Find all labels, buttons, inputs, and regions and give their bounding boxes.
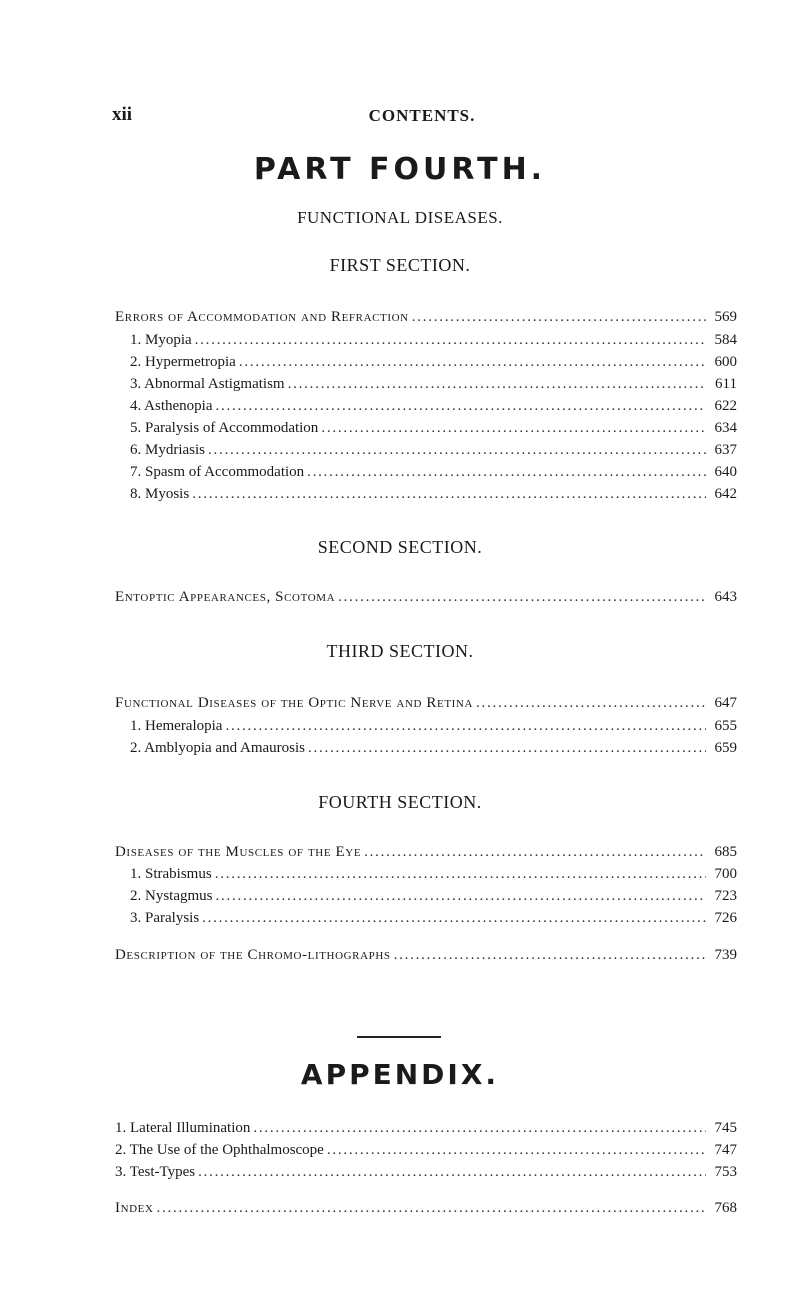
toc-entry-page: 611 xyxy=(715,376,737,392)
leader-dots xyxy=(476,693,706,713)
toc-entry-page: 643 xyxy=(714,589,737,605)
toc-entry xyxy=(130,330,737,350)
toc-entry xyxy=(130,462,737,482)
leader-dots xyxy=(394,945,706,965)
toc-entry-label: Index xyxy=(115,1200,154,1216)
toc-entry-page: 637 xyxy=(714,442,737,458)
leader-dots xyxy=(321,418,706,438)
toc-entry-label: Diseases of the Muscles of the Eye xyxy=(115,844,362,860)
toc-entry-label: 3. Test-Types xyxy=(115,1164,196,1180)
toc-entry xyxy=(115,1118,737,1138)
toc-entry-page: 723 xyxy=(714,888,737,904)
toc-entry xyxy=(115,1198,737,1218)
leader-dots xyxy=(308,738,706,758)
leader-dots xyxy=(412,307,706,327)
leader-dots xyxy=(253,1118,706,1138)
leader-dots xyxy=(327,1140,706,1160)
toc-entry xyxy=(130,908,737,928)
toc-entry-page: 584 xyxy=(714,332,737,348)
toc-entry xyxy=(115,1162,737,1182)
toc-entry-page: 685 xyxy=(714,844,737,860)
appendix-title: APPENDIX. xyxy=(300,1058,500,1091)
toc-entry-label: 2. Hypermetropia xyxy=(130,354,236,370)
part-title: PART FOURTH. xyxy=(253,152,547,187)
toc-entry-label: 8. Myosis xyxy=(130,486,190,502)
part-subtitle: FUNCTIONAL DISEASES. xyxy=(297,208,503,227)
toc-entry xyxy=(115,693,737,713)
toc-entry-label: 7. Spasm of Accommodation xyxy=(130,464,305,480)
toc-entry-page: 753 xyxy=(714,1164,737,1180)
toc-entry xyxy=(115,587,737,607)
toc-entry xyxy=(130,374,737,394)
toc-entry-page: 745 xyxy=(714,1120,737,1136)
leader-dots xyxy=(338,587,706,607)
toc-entry xyxy=(130,440,737,460)
leader-dots xyxy=(202,908,706,928)
toc-entry-page: 700 xyxy=(714,866,737,882)
leader-dots xyxy=(288,374,706,394)
toc-entry-label: 4. Asthenopia xyxy=(130,398,213,414)
toc-entry xyxy=(130,864,737,884)
running-head xyxy=(112,104,732,130)
toc-entry-page: 747 xyxy=(714,1142,737,1158)
toc-entry-page: 768 xyxy=(714,1200,737,1216)
leader-dots xyxy=(225,716,706,736)
leader-dots xyxy=(216,396,707,416)
leader-dots xyxy=(216,886,707,906)
toc-entry xyxy=(130,352,737,372)
running-head-title: CONTENTS. xyxy=(368,106,476,125)
section-title-second: SECOND SECTION. xyxy=(317,537,483,557)
section-title-first: FIRST SECTION. xyxy=(329,255,471,275)
toc-entry-page: 655 xyxy=(714,718,737,734)
toc-entry-label: 1. Lateral Illumination xyxy=(115,1120,251,1136)
leader-dots xyxy=(215,864,706,884)
toc-entry-label: 3. Paralysis xyxy=(130,910,200,926)
leader-dots xyxy=(364,842,706,862)
toc-entry-page: 642 xyxy=(714,486,737,502)
toc-entry-label: 1. Myopia xyxy=(130,332,192,348)
toc-entry xyxy=(130,716,737,736)
toc-entry xyxy=(130,886,737,906)
toc-entry-page: 634 xyxy=(714,420,737,436)
toc-entry-page: 739 xyxy=(714,947,737,963)
toc-entry-page: 659 xyxy=(714,740,737,756)
leader-dots xyxy=(208,440,706,460)
toc-entry xyxy=(130,738,737,758)
toc-entry-label: Description of the Chromo-lithographs xyxy=(115,947,391,963)
toc-entry-label: 3. Abnormal Astigmatism xyxy=(130,376,285,392)
leader-dots xyxy=(239,352,706,372)
toc-entry-label: 6. Mydriasis xyxy=(130,442,205,458)
section-title-fourth: FOURTH SECTION. xyxy=(318,792,482,812)
toc-entry xyxy=(130,418,737,438)
divider-rule xyxy=(357,1036,441,1038)
page-number: xii xyxy=(112,104,133,125)
toc-entry xyxy=(115,307,737,327)
leader-dots xyxy=(192,484,706,504)
toc-entry-page: 622 xyxy=(714,398,737,414)
toc-entry-page: 726 xyxy=(714,910,737,926)
toc-entry xyxy=(130,484,737,504)
section-title-third: THIRD SECTION. xyxy=(326,641,474,661)
toc-entry-label: 5. Paralysis of Accommodation xyxy=(130,420,319,436)
toc-entry-label: 1. Strabismus xyxy=(130,866,212,882)
toc-entry-label: Errors of Accommodation and Refraction xyxy=(115,309,409,325)
toc-entry-label: 2. The Use of the Ophthalmoscope xyxy=(115,1142,324,1158)
leader-dots xyxy=(307,462,706,482)
toc-entry-page: 647 xyxy=(714,695,737,711)
toc-entry xyxy=(115,842,737,862)
toc-entry-label: 2. Nystagmus xyxy=(130,888,213,904)
toc-entry-label: 1. Hemeralopia xyxy=(130,718,223,734)
leader-dots xyxy=(195,330,706,350)
toc-entry-label: 2. Amblyopia and Amaurosis xyxy=(130,740,305,756)
leader-dots xyxy=(198,1162,706,1182)
leader-dots xyxy=(157,1198,706,1218)
toc-entry xyxy=(130,396,737,416)
toc-entry-label: Entoptic Appearances, Scotoma xyxy=(115,589,336,605)
toc-entry-page: 600 xyxy=(714,354,737,370)
toc-entry-page: 640 xyxy=(714,464,737,480)
toc-entry xyxy=(115,945,737,965)
toc-entry-label: Functional Diseases of the Optic Nerve and Retina xyxy=(115,695,473,711)
toc-entry xyxy=(115,1140,737,1160)
toc-entry-page: 569 xyxy=(714,309,737,325)
